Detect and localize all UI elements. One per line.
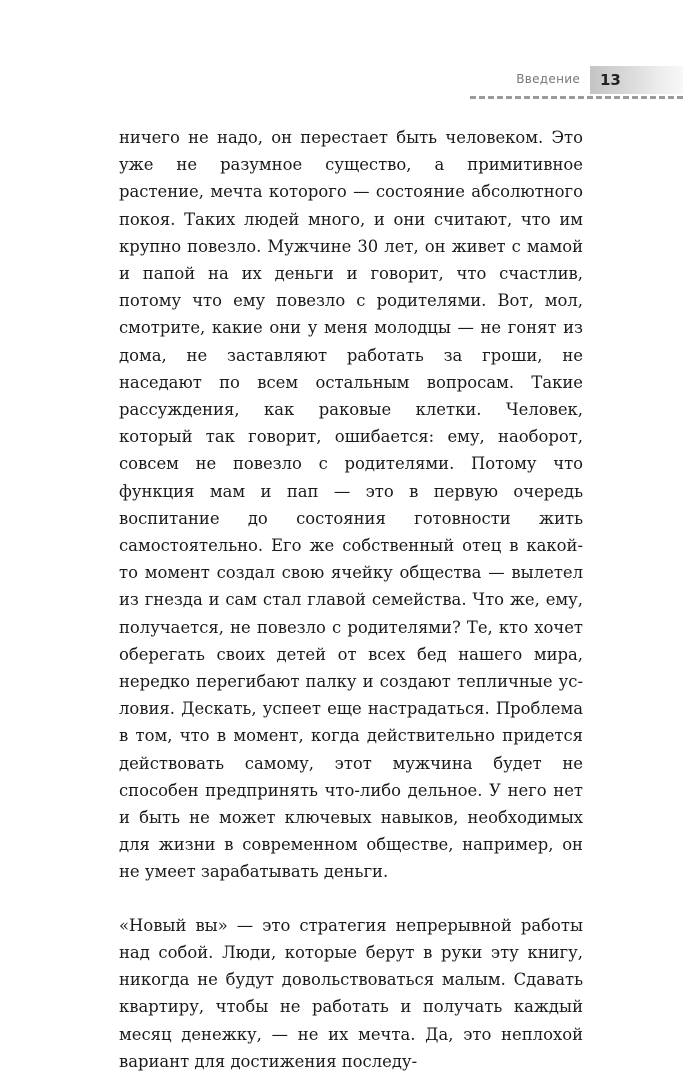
section-title: Введение <box>516 72 580 86</box>
paragraph-2: «Новый вы» — это стратегия непрерывной работы над собой. Люди, которые берут в руки эту книгу, никогда не будут довольствоваться малым. Сдавать квартиру, чтобы не работать и получать каждый месяц денежку, — не их мечта. Да, это неплохой вариант для достижения последу- <box>119 915 583 1071</box>
page-number-tab <box>590 66 683 94</box>
running-header <box>0 0 683 110</box>
page-number: 13 <box>600 71 621 89</box>
paragraph-1: ничего не надо, он перестает быть человеком. Это уже не разумное существо, а примитивное растение, мечта которого — состояние абсолютного покоя. Таких людей много, и они считают, что им крупно повезло. Мужчине 30 лет, он живет с мамой и папой на их деньги и говорит, что счастлив, потому что ему повезло с родителями. Вот, мол, смотрите, какие они у меня молодцы — не гонят из дома, не заставляют работать за гроши, не наседают по всем остальным вопросам. Такие рассуждения, как раковые клетки. Человек, который так говорит, ошибается: ему, наоборот, совсем не повезло с родителями. Потому что функция мам и пап — это в первую очередь воспитание до состояния готовности жить самостоятельно. Его же собственный отец в какой-то момент создал свою ячейку общества — вылетел из гнезда и сам стал главой семейства. Что же, ему, получается, не повезло с родителями? Те, кто хочет оберегать своих детей от всех бед нашего мира, нередко перегибают палку и создают тепличные условия. Дескать, успеет еще настрадаться. Проблема в том, что в момент, когда действительно придется действовать самому, этот мужчина будет не способен предпринять что-либо дельное. У него нет и быть не может ключевых навыков, необходимых для жизни в современном обществе, например, он не умеет зарабатывать деньги. <box>119 128 583 882</box>
header-dashed-rule <box>470 96 683 99</box>
body-text <box>119 124 583 1075</box>
